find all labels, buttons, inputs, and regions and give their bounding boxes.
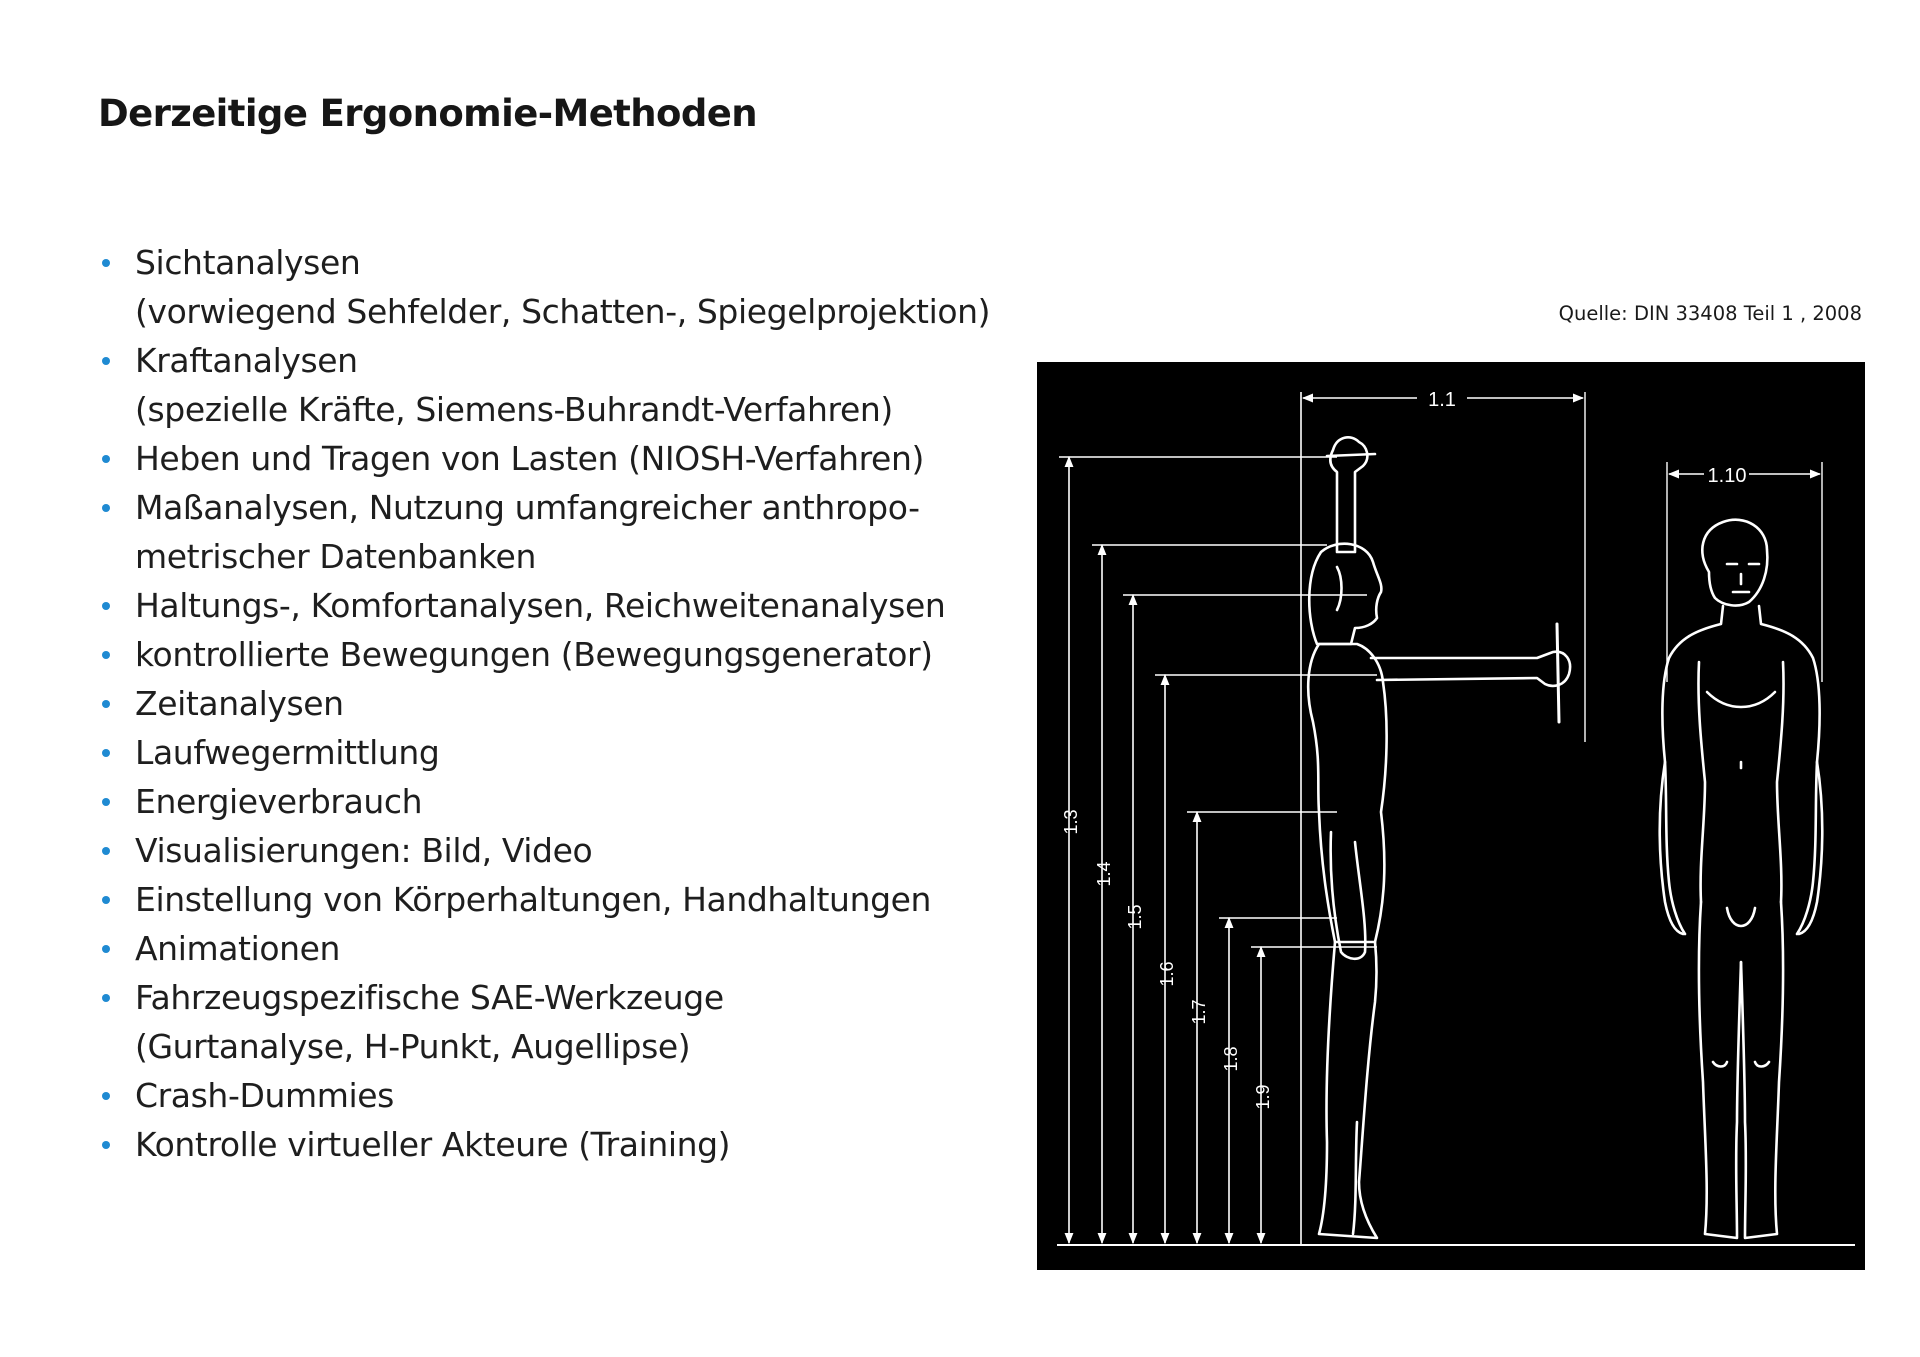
- bullet-dot-icon: [102, 357, 110, 365]
- dimension-1-4: [1092, 545, 1327, 1243]
- source-citation: Quelle: DIN 33408 Teil 1 , 2008: [1558, 302, 1862, 325]
- bullet-item: [98, 973, 1018, 1071]
- side-view-figure: [1308, 437, 1570, 1238]
- bullet-dot-icon: [102, 504, 110, 512]
- dimension-1-6: [1155, 675, 1377, 1243]
- methods-bullet-list: [98, 238, 1018, 1169]
- bullet-item: [98, 238, 1018, 336]
- bullet-text: (spezielle Kräfte, Siemens-Buhrandt-Verfahren): [135, 390, 893, 429]
- bullet-dot-icon: [102, 651, 110, 659]
- bullet-text: Crash-Dummies: [135, 1076, 394, 1115]
- bullet-text: Haltungs-, Komfortanalysen, Reichweitenanalysen: [135, 586, 946, 625]
- bullet-text: Zeitanalysen: [135, 684, 344, 723]
- bullet-text: Heben und Tragen von Lasten (NIOSH-Verfahren): [135, 439, 924, 478]
- bullet-dot-icon: [102, 1092, 110, 1100]
- bullet-item: [98, 924, 1018, 973]
- dimension-1-3: [1059, 457, 1337, 1243]
- front-view-figure: [1660, 520, 1823, 1238]
- bullet-text: metrischer Datenbanken: [135, 537, 536, 576]
- bullet-text: Maßanalysen, Nutzung umfangreicher anthropo-: [135, 488, 920, 527]
- bullet-dot-icon: [102, 700, 110, 708]
- dimension-label: 1.3: [1061, 809, 1081, 835]
- bullet-item: [98, 1071, 1018, 1120]
- bullet-item: [98, 483, 1018, 581]
- bullet-text: Kontrolle virtueller Akteure (Training): [135, 1125, 731, 1164]
- dimension-label: 1.10: [1707, 465, 1747, 487]
- bullet-item: [98, 826, 1018, 875]
- dimension-label: 1.6: [1157, 961, 1177, 987]
- bullet-text: Fahrzeugspezifische SAE-Werkzeuge: [135, 978, 724, 1017]
- bullet-text: Einstellung von Körperhaltungen, Handhaltungen: [135, 880, 932, 919]
- dimension-label: 1.4: [1094, 861, 1114, 887]
- bullet-dot-icon: [102, 945, 110, 953]
- bullet-text: Visualisierungen: Bild, Video: [135, 831, 593, 870]
- bullet-text: (Gurtanalyse, H-Punkt, Augellipse): [135, 1027, 691, 1066]
- bullet-text: Kraftanalysen: [135, 341, 358, 380]
- bullet-text: Sichtanalysen: [135, 243, 361, 282]
- dimension-1-10: [1669, 465, 1820, 487]
- bullet-text: kontrollierte Bewegungen (Bewegungsgenerator): [135, 635, 933, 674]
- dimension-1-9: [1251, 947, 1377, 1243]
- dimension-1-8: [1219, 918, 1337, 1243]
- bullet-dot-icon: [102, 749, 110, 757]
- bullet-dot-icon: [102, 798, 110, 806]
- bullet-item: [98, 777, 1018, 826]
- dimension-1-7: [1187, 812, 1337, 1243]
- slide-title: Derzeitige Ergonomie-Methoden: [98, 92, 757, 135]
- bullet-dot-icon: [102, 455, 110, 463]
- bullet-item: [98, 434, 1018, 483]
- bullet-item: [98, 581, 1018, 630]
- dimension-label: 1.8: [1221, 1046, 1241, 1072]
- bullet-text: (vorwiegend Sehfelder, Schatten-, Spiegelprojektion): [135, 292, 991, 331]
- bullet-item: [98, 336, 1018, 434]
- bullet-item: [98, 875, 1018, 924]
- dimension-label: 1.5: [1125, 904, 1145, 930]
- dimension-label: 1.9: [1253, 1084, 1273, 1110]
- bullet-item: [98, 630, 1018, 679]
- bullet-text: Animationen: [135, 929, 341, 968]
- bullet-dot-icon: [102, 847, 110, 855]
- bullet-dot-icon: [102, 1141, 110, 1149]
- bullet-dot-icon: [102, 896, 110, 904]
- dimension-label: 1.1: [1428, 389, 1456, 411]
- dimension-1-1: [1303, 389, 1583, 411]
- bullet-dot-icon: [102, 259, 110, 267]
- dimension-label: 1.7: [1189, 999, 1209, 1025]
- anthropometric-diagram: [1037, 362, 1865, 1270]
- bullet-item: [98, 679, 1018, 728]
- bullet-item: [98, 1120, 1018, 1169]
- anthropometric-figure: [1037, 362, 1865, 1270]
- bullet-dot-icon: [102, 602, 110, 610]
- bullet-dot-icon: [102, 994, 110, 1002]
- bullet-text: Laufwegermittlung: [135, 733, 440, 772]
- bullet-text: Energieverbrauch: [135, 782, 423, 821]
- bullet-item: [98, 728, 1018, 777]
